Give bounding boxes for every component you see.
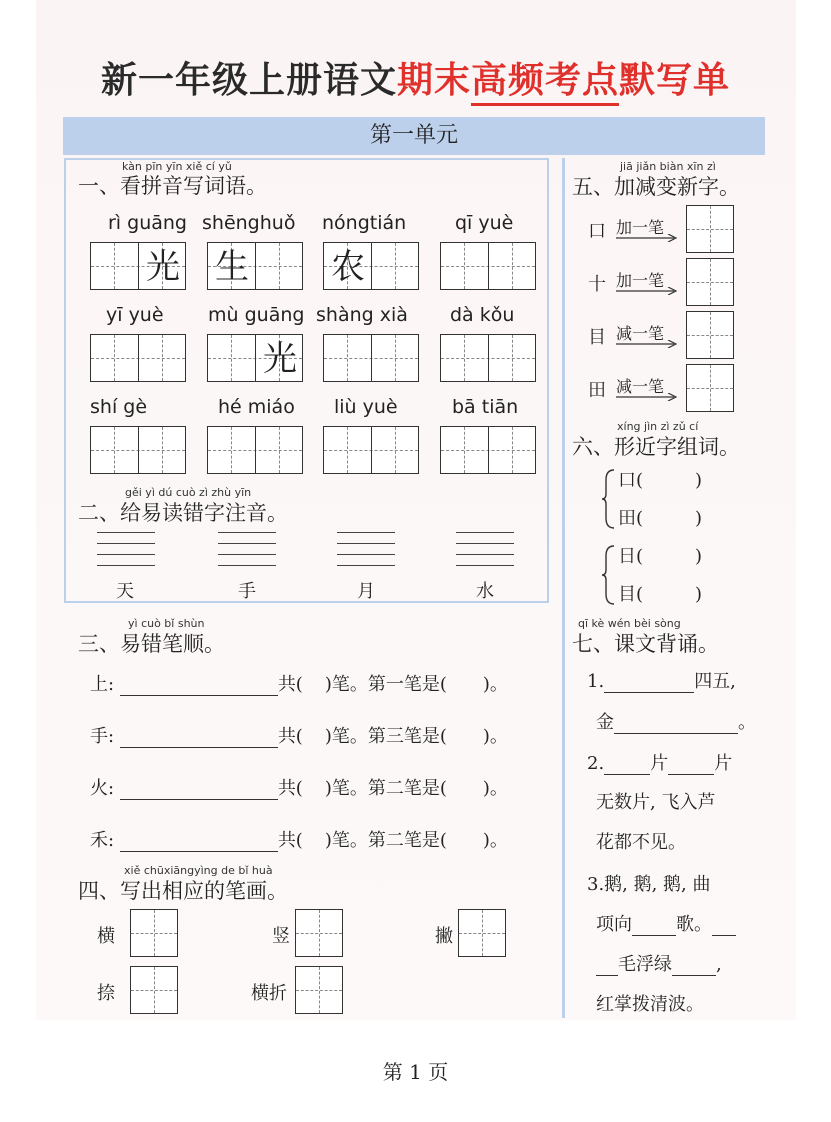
add-sub-char-2: 十 [588, 274, 606, 295]
pinyin-r3-3: liù yuè [334, 396, 398, 418]
stroke-row-4: 禾: 共( )笔。第二笔是( )。 [90, 830, 508, 851]
brace-icon [602, 544, 616, 606]
pinyin-r2-1: yī yuè [106, 304, 164, 326]
add-sub-op-3: 减一笔 [616, 324, 665, 343]
pinyin-lines-3[interactable] [337, 532, 395, 566]
tianzige-r3-4[interactable] [440, 426, 536, 474]
recite-line-6: 3.鹅, 鹅, 鹅, 曲 [587, 874, 711, 895]
sec4-pinyin: xiě chūxiāngyìng de bǐ huà [124, 864, 273, 877]
sec6-pinyin: xíng jìn zì zǔ cí [617, 420, 699, 433]
sec3-pinyin: yì cuò bǐ shùn [128, 617, 205, 630]
sec3-title: 三、易错笔顺。 [78, 632, 225, 656]
recite-line-9: 红掌拨清波。 [596, 994, 704, 1015]
tianzige-r3-1[interactable] [90, 426, 186, 474]
pinyin-r1-2: shēnghuǒ [202, 212, 296, 234]
page-title [0, 52, 831, 103]
tianzige-r2-3[interactable] [323, 334, 419, 382]
similar-1a: 口( ) [618, 470, 703, 491]
sec4-title: 四、写出相应的笔画。 [78, 879, 288, 903]
pinyin-r1-4: qī yuè [455, 212, 514, 234]
recite-line-5: 花都不见。 [596, 832, 686, 853]
recite-line-2: 金 。 [596, 712, 756, 733]
stroke-box-heng[interactable] [130, 909, 178, 957]
sec2-title: 二、给易读错字注音。 [78, 501, 288, 525]
tianzige-r1-3[interactable] [323, 242, 419, 290]
title-red-c: 默写单 [619, 60, 731, 101]
add-sub-box-4[interactable] [686, 364, 734, 412]
stroke-label-heng: 横 [97, 926, 115, 947]
pinyin-r1-1: rì guāng [108, 212, 187, 234]
recite-line-8: 毛浮绿 , [596, 950, 722, 976]
add-sub-op-2: 加一笔 [616, 271, 665, 290]
add-sub-box-3[interactable] [686, 311, 734, 359]
add-sub-op-4: 减一笔 [616, 377, 665, 396]
title-red-a: 期末 [396, 60, 471, 101]
sec2-char-2: 手 [238, 581, 256, 602]
add-sub-box-1[interactable] [686, 205, 734, 253]
pinyin-r2-3: shàng xià [316, 304, 408, 326]
brace-icon [602, 468, 616, 530]
sec1-title: 一、看拼音写词语。 [78, 174, 267, 198]
arrow-icon [616, 340, 678, 348]
pinyin-r1-3: nóngtián [322, 212, 407, 234]
tianzige-r2-2[interactable] [207, 334, 303, 382]
tianzige-r3-3[interactable] [323, 426, 419, 474]
stroke-blank[interactable] [120, 747, 278, 748]
pinyin-r3-2: hé miáo [218, 396, 295, 418]
arrow-icon [616, 287, 678, 295]
sec2-char-1: 天 [116, 581, 134, 602]
pinyin-r3-4: bā tiān [452, 396, 519, 418]
sec7-title: 七、课文背诵。 [572, 632, 719, 656]
sec2-pinyin: gěi yì dú cuò zì zhù yīn [125, 486, 252, 499]
unit-header: 第一单元 [63, 117, 765, 155]
tianzige-r1-1[interactable] [90, 242, 186, 290]
recite-line-3: 2. 片 片 [587, 753, 733, 774]
stroke-box-na[interactable] [130, 966, 178, 1014]
tianzige-r1-2[interactable] [207, 242, 303, 290]
stroke-row-1: 上: 共( )笔。第一笔是( )。 [90, 674, 508, 695]
stroke-label-hengzhe: 横折 [251, 983, 287, 1004]
pinyin-lines-2[interactable] [218, 532, 276, 566]
add-sub-char-4: 田 [588, 380, 606, 401]
pinyin-r3-1: shí gè [90, 396, 148, 418]
add-sub-op-1: 加一笔 [616, 218, 665, 237]
stroke-box-pie[interactable] [458, 909, 506, 957]
sec2-char-4: 水 [476, 581, 494, 602]
recite-line-7: 项向 歌。 [596, 910, 736, 936]
page-number: 第 1 页 [382, 1060, 449, 1084]
char-sheng: 生 [215, 247, 249, 287]
similar-2a: 日( ) [618, 546, 703, 567]
char-guang: 光 [146, 247, 180, 287]
stroke-row-2: 手: 共( )笔。第三笔是( )。 [90, 726, 508, 747]
similar-2b: 目( ) [618, 584, 703, 605]
stroke-label-pie: 撇 [435, 926, 453, 947]
arrow-icon [616, 234, 678, 242]
pinyin-lines-4[interactable] [456, 532, 514, 566]
char-guang-2: 光 [263, 339, 297, 379]
sec5-pinyin: jiā jiǎn biàn xīn zì [620, 160, 716, 173]
tianzige-r3-2[interactable] [207, 426, 303, 474]
sec6-title: 六、形近字组词。 [572, 435, 740, 459]
stroke-label-shu: 竖 [272, 926, 290, 947]
pinyin-r2-2: mù guāng [208, 304, 305, 326]
sec7-pinyin: qī kè wén bèi sòng [578, 617, 681, 630]
add-sub-char-1: 口 [588, 221, 606, 242]
add-sub-char-3: 目 [588, 327, 606, 348]
pinyin-r2-4: dà kǒu [450, 304, 515, 326]
sec2-char-3: 月 [357, 581, 375, 602]
column-divider [562, 158, 565, 1018]
similar-1b: 田( ) [618, 508, 703, 529]
title-red-b: 高频考点 [471, 60, 619, 106]
tianzige-r1-4[interactable] [440, 242, 536, 290]
stroke-box-shu[interactable] [295, 909, 343, 957]
stroke-blank[interactable] [120, 851, 278, 852]
stroke-blank[interactable] [120, 799, 278, 800]
title-black: 新一年级上册语文 [100, 60, 397, 101]
pinyin-lines-1[interactable] [97, 532, 155, 566]
stroke-box-hengzhe[interactable] [295, 966, 343, 1014]
sec1-pinyin: kàn pīn yīn xiě cí yǔ [122, 160, 232, 173]
tianzige-r2-1[interactable] [90, 334, 186, 382]
recite-line-4: 无数片, 飞入芦 [596, 792, 716, 813]
stroke-row-3: 火: 共( )笔。第二笔是( )。 [90, 778, 508, 799]
stroke-blank[interactable] [120, 695, 278, 696]
arrow-icon [616, 393, 678, 401]
add-sub-box-2[interactable] [686, 258, 734, 306]
recite-line-1: 1. 四五, [587, 671, 736, 692]
tianzige-r2-4[interactable] [440, 334, 536, 382]
sec5-title: 五、加减变新字。 [572, 175, 740, 199]
stroke-label-na: 捺 [97, 983, 115, 1004]
char-nong: 农 [331, 247, 365, 287]
